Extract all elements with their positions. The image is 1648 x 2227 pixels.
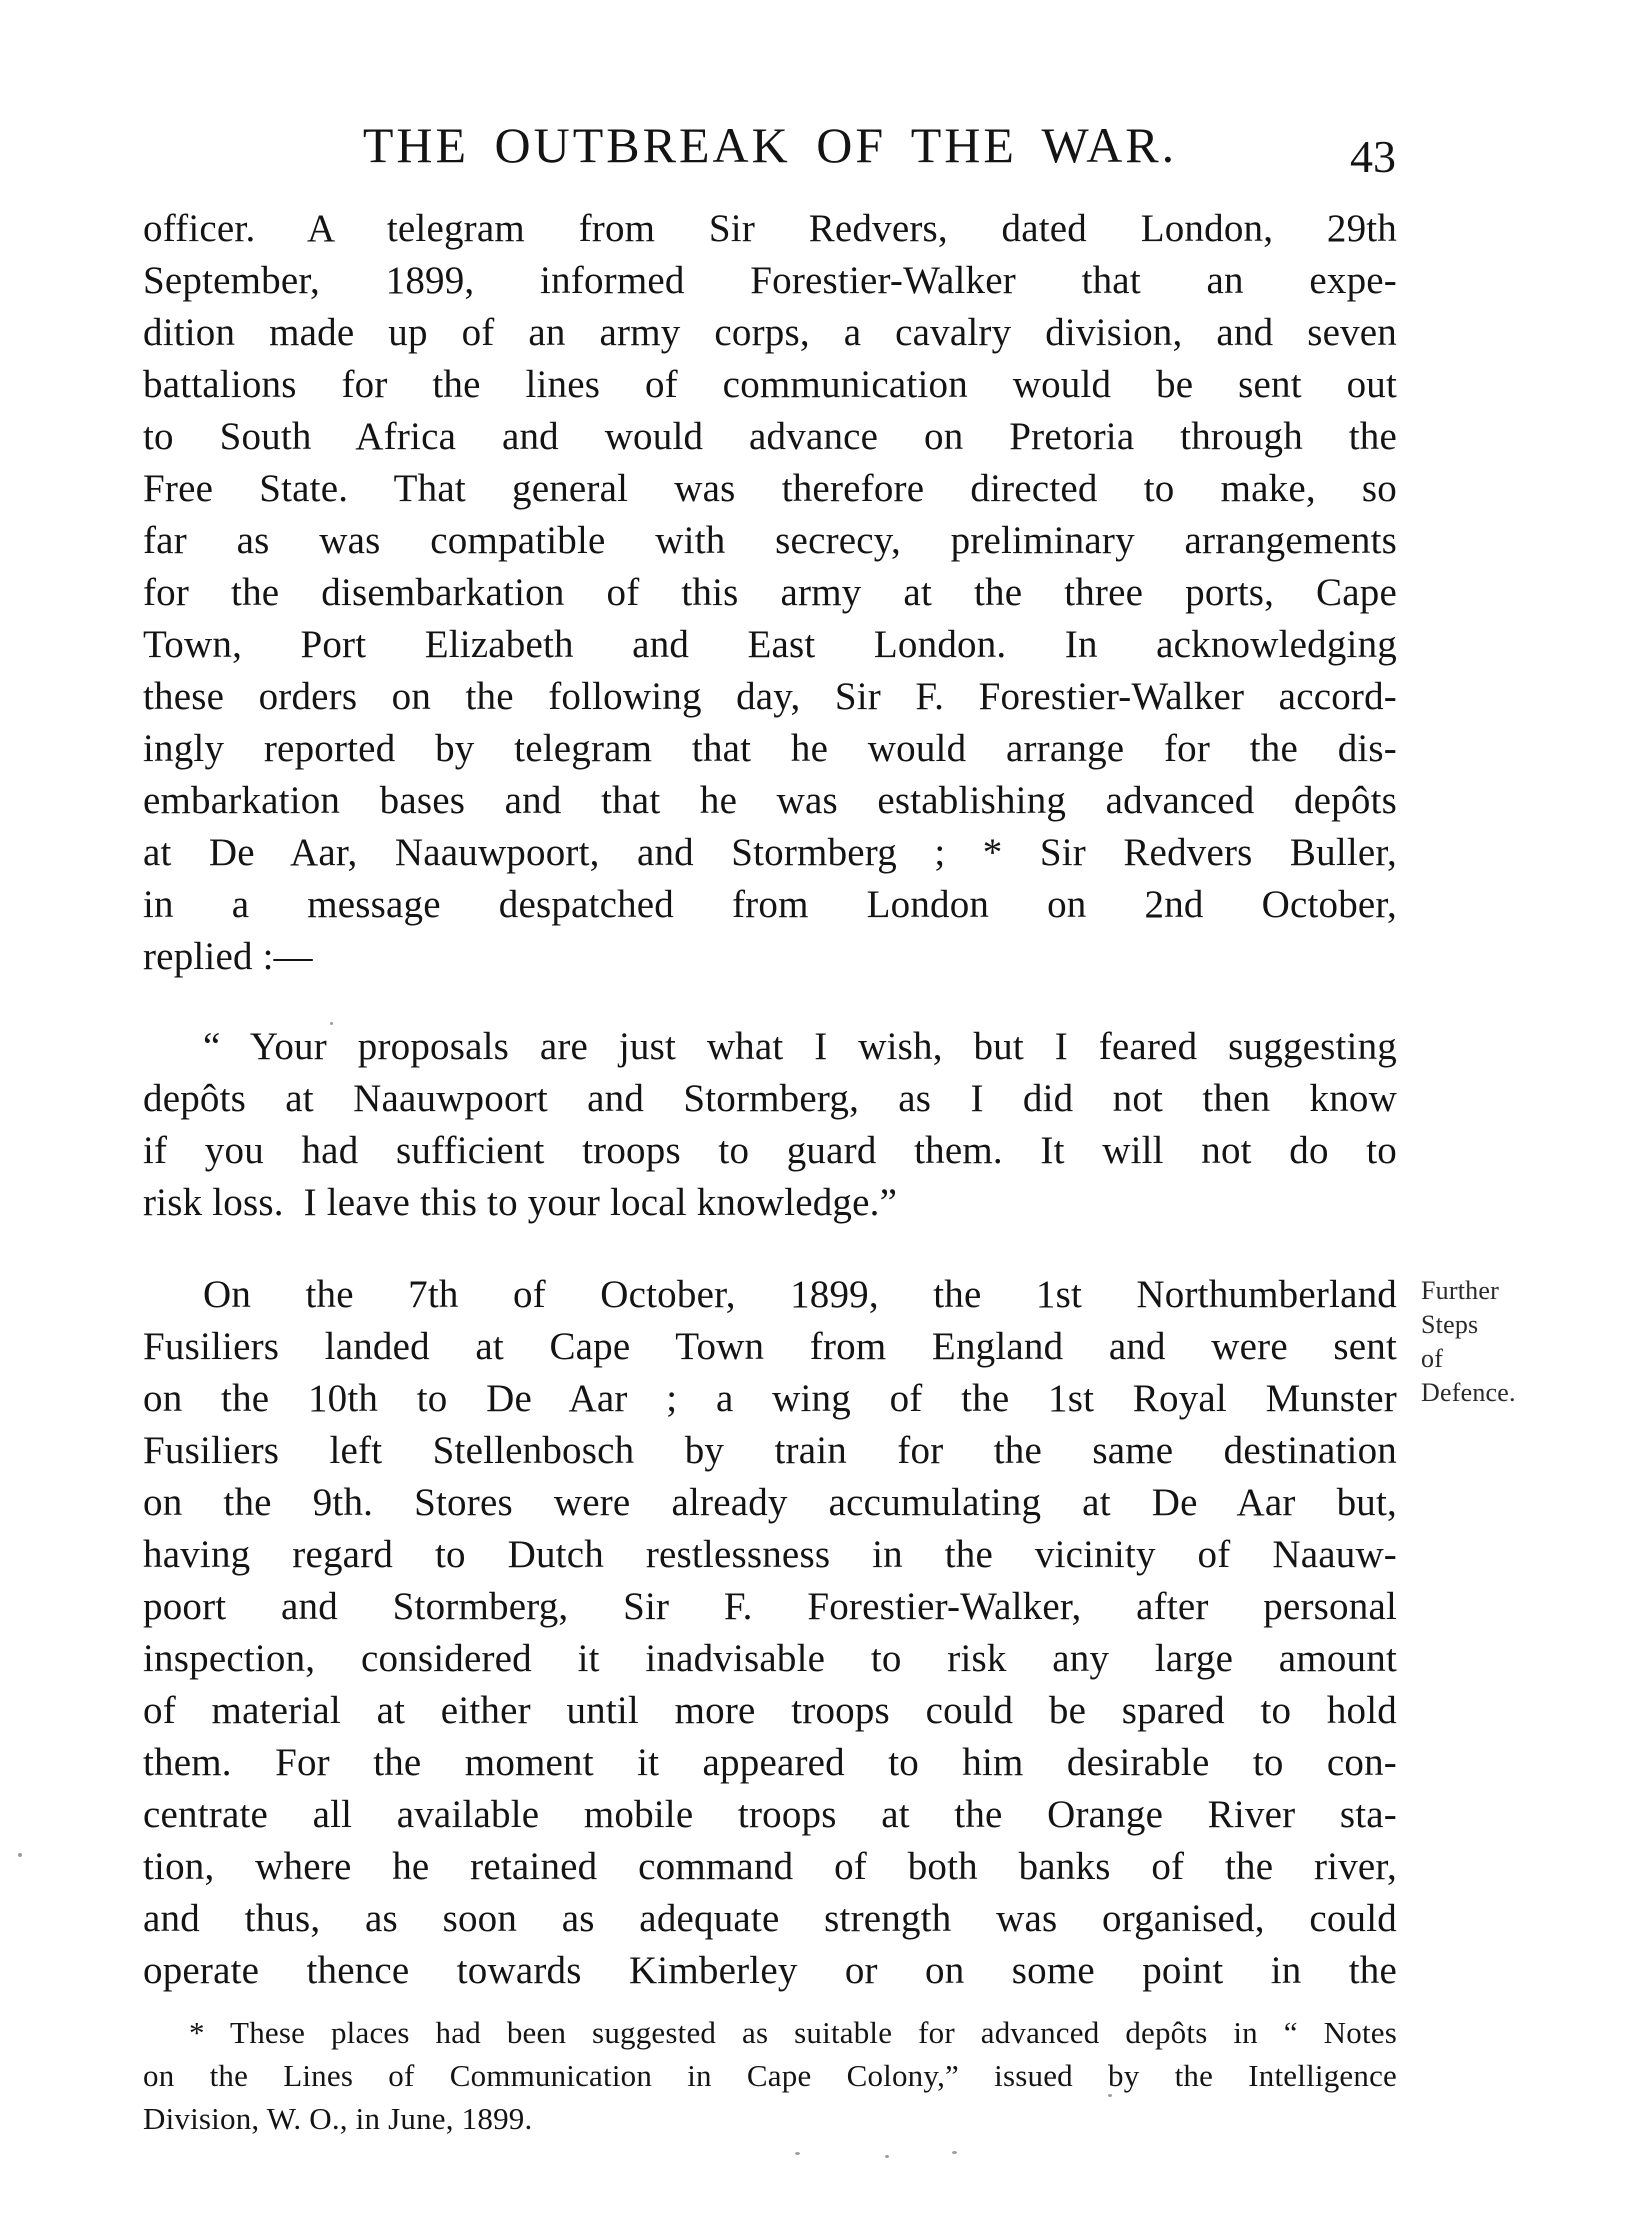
scan-speck xyxy=(18,1853,22,1857)
text-line: of xyxy=(1421,1344,1444,1373)
scan-speck xyxy=(795,2152,800,2155)
text-line: in a message despatched from London on 2nd October, xyxy=(143,883,1397,926)
text-line: officer. A telegram from Sir Redvers, dated London, 29th xyxy=(143,207,1397,250)
text-line: tion, where he retained command of both banks of the river, xyxy=(143,1845,1397,1888)
text-line: Division, W. O., in June, 1899. xyxy=(143,2101,533,2136)
text-line: these orders on the following day, Sir F. Forestier-Walker accord- xyxy=(143,675,1397,718)
text-line: if you had sufficient troops to guard them. It will not do to xyxy=(143,1129,1397,1172)
text-line: on the 9th. Stores were already accumulating at De Aar but, xyxy=(143,1481,1397,1524)
text-line: inspection, considered it inadvisable to risk any large amount xyxy=(143,1637,1397,1680)
text-line: * These places had been suggested as suitable for advanced depôts in “ Notes xyxy=(189,2015,1397,2050)
text-line: Steps xyxy=(1421,1310,1479,1339)
text-line: to South Africa and would advance on Pretoria through the xyxy=(143,415,1397,458)
text-line: them. For the moment it appeared to him desirable to con- xyxy=(143,1741,1397,1784)
text-line: centrate all available mobile troops at the Orange River sta- xyxy=(143,1793,1397,1836)
text-line: on the 10th to De Aar ; a wing of the 1st Royal Munster xyxy=(143,1377,1397,1420)
text-line: Further xyxy=(1421,1276,1499,1305)
text-line: at De Aar, Naauwpoort, and Stormberg ; * Sir Redvers Buller, xyxy=(143,831,1397,874)
text-line: battalions for the lines of communication would be sent out xyxy=(143,363,1397,406)
paragraph-1 xyxy=(143,203,1397,983)
text-line: dition made up of an army corps, a cavalry division, and seven xyxy=(143,311,1397,354)
text-line: for the disembarkation of this army at the three ports, Cape xyxy=(143,571,1397,614)
text-line: On the 7th of October, 1899, the 1st Northumberland xyxy=(203,1273,1397,1316)
text-line: having regard to Dutch restlessness in the vicinity of Naauw- xyxy=(143,1533,1397,1576)
text-line: Town, Port Elizabeth and East London. In acknowledging xyxy=(143,623,1397,666)
text-line: replied :— xyxy=(143,935,313,978)
scan-speck xyxy=(885,2155,889,2158)
text-line: Fusiliers landed at Cape Town from England and were sent xyxy=(143,1325,1397,1368)
text-line: far as was compatible with secrecy, preliminary arrangements xyxy=(143,519,1397,562)
text-line: Free State. That general was therefore directed to make, so xyxy=(143,467,1397,510)
footnote xyxy=(143,2011,1397,2140)
scan-speck xyxy=(952,2151,957,2154)
quote-paragraph xyxy=(143,1021,1397,1229)
text-line: “ Your proposals are just what I wish, but I feared suggesting xyxy=(203,1025,1397,1068)
text-line: and thus, as soon as adequate strength was organised, could xyxy=(143,1897,1397,1940)
text-line: ingly reported by telegram that he would arrange for the dis- xyxy=(143,727,1397,770)
text-line: Defence. xyxy=(1421,1378,1516,1407)
text-line: risk loss. I leave this to your local knowledge.” xyxy=(143,1181,898,1224)
text-line: of material at either until more troops could be spared to hold xyxy=(143,1689,1397,1732)
paragraph-2 xyxy=(143,1269,1397,1997)
text-line: poort and Stormberg, Sir F. Forestier-Walker, after personal xyxy=(143,1585,1397,1628)
margin-note xyxy=(1421,1274,1591,1410)
text-line: Fusiliers left Stellenbosch by train for the same destination xyxy=(143,1429,1397,1472)
scan-speck xyxy=(330,1022,333,1025)
scan-speck xyxy=(1108,2094,1112,2097)
page-title: THE OUTBREAK OF THE WAR. xyxy=(362,117,1178,173)
text-line: depôts at Naauwpoort and Stormberg, as I did not then know xyxy=(143,1077,1397,1120)
text-line: on the Lines of Communication in Cape Colony,” issued by the Intelligence xyxy=(143,2058,1397,2093)
text-line: operate thence towards Kimberley or on some point in the xyxy=(143,1949,1397,1992)
text-line: embarkation bases and that he was establishing advanced depôts xyxy=(143,779,1397,822)
text-line: September, 1899, informed Forestier-Walker that an expe- xyxy=(143,259,1397,302)
page-number: 43 xyxy=(1350,131,1396,182)
